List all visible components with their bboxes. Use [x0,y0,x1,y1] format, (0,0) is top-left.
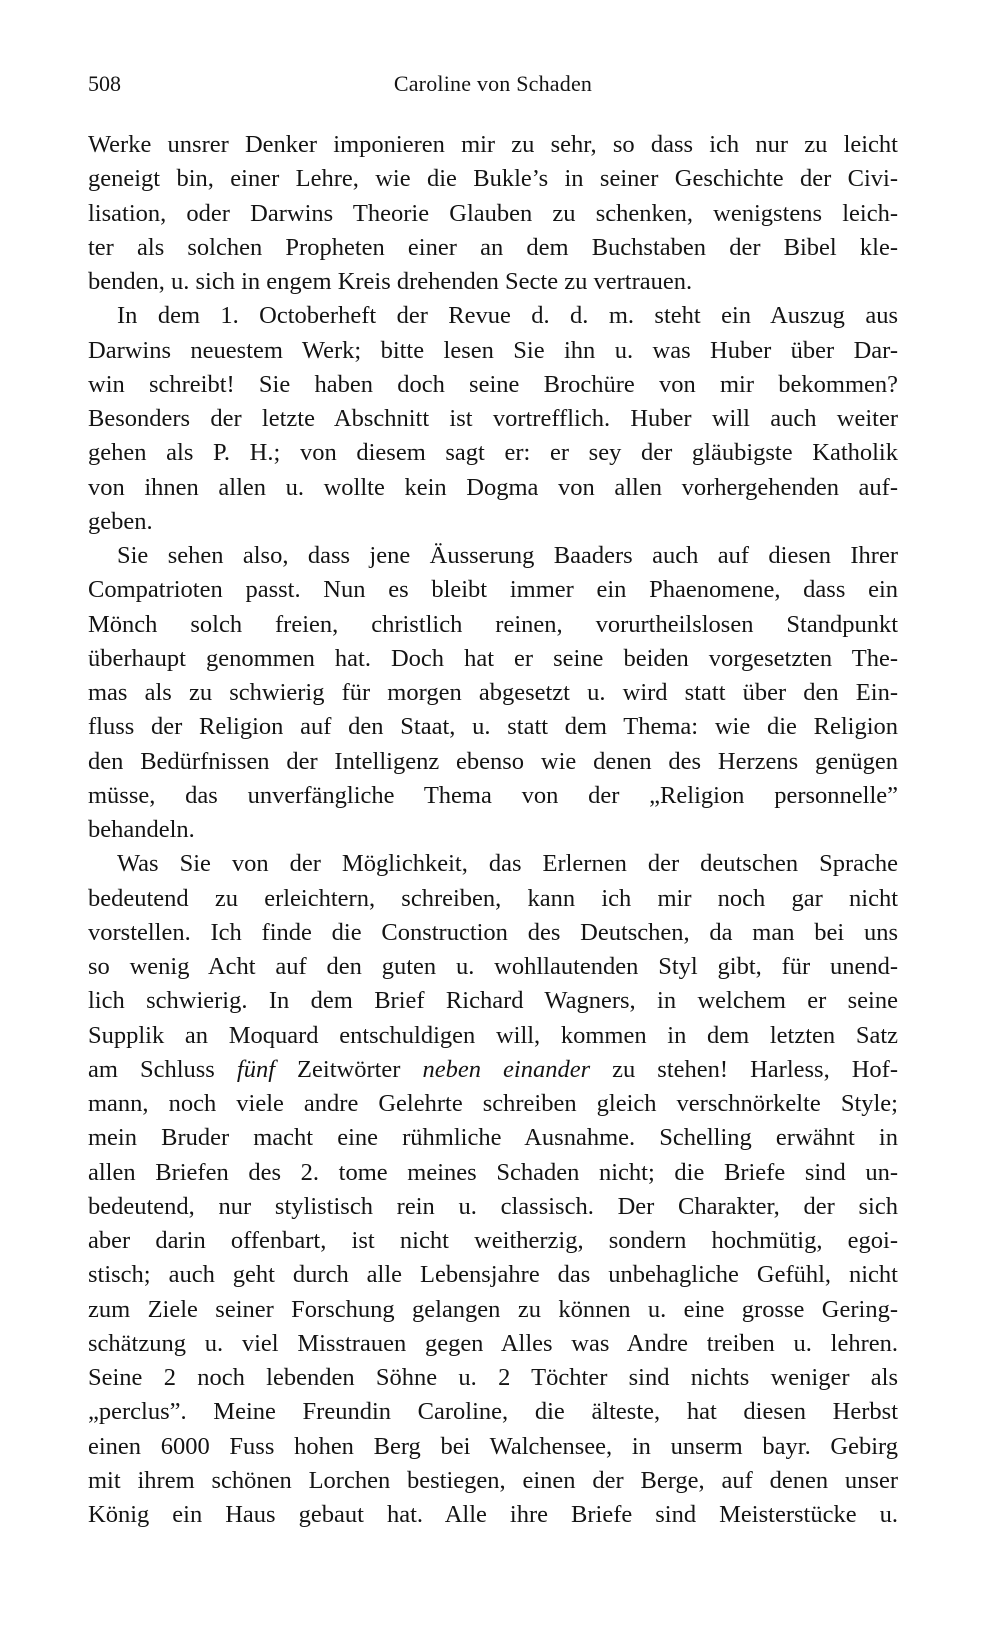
text-line: zum Ziele seiner Forschung gelangen zu können u. eine grosse Gering- [88,1295,898,1323]
paragraph-start-line: Was Sie von der Möglichkeit, das Erlernen der deutschen Sprache [117,850,898,878]
text-segment: am Schluss [88,1055,237,1083]
paragraph-start-line: In dem 1. Octoberheft der Revue d. d. m. steht ein Auszug aus [117,302,898,330]
text-line: Seine 2 noch lebenden Söhne u. 2 Töchter sind nichts weniger als [88,1364,898,1391]
text-line: stisch; auch geht durch alle Lebensjahre das unbehagliche Gefühl, nicht [88,1261,898,1289]
text-line: Compatrioten passt. Nun es bleibt immer ein Phaenomene, dass ein [88,576,898,604]
text-line: so wenig Acht auf den guten u. wohllautenden Styl gibt, für unend- [88,953,898,980]
text-line: behandeln. [88,816,195,843]
text-line: mein Bruder macht eine rühmliche Ausnahme. Schelling erwähnt in [88,1124,898,1152]
text-line: König ein Haus gebaut hat. Alle ihre Briefe sind Meisterstücke u. [88,1501,898,1528]
text-line: benden, u. sich in engem Kreis drehenden Secte zu vertrauen. [88,268,693,295]
text-line: „perclus”. Meine Freundin Caroline, die älteste, hat diesen Herbst [88,1398,898,1426]
text-line: mas als zu schwierig für morgen abgesetzt u. wird statt über den Ein- [88,679,898,706]
running-title: Caroline von Schaden [393,71,593,96]
text-line: Darwins neuestem Werk; bitte lesen Sie ihn u. was Huber über Dar- [88,336,898,364]
text-line: vorstellen. Ich finde die Construction des Deutschen, da man bei uns [88,918,898,946]
text-line: schätzung u. viel Misstrauen gegen Alles was Andre treiben u. lehren. [88,1329,898,1357]
running-head [88,66,898,102]
paragraph-start-line: Sie sehen also, dass jene Äusserung Baaders auch auf diesen Ihrer [117,542,898,569]
emphasized-phrase: neben einander [422,1055,591,1083]
text-line: von ihnen allen u. wollte kein Dogma von allen vorhergehenden auf- [88,473,898,501]
text-line: lich schwierig. In dem Brief Richard Wagners, in welchem er seine [88,987,898,1015]
text-line: müsse, das unverfängliche Thema von der „Religion personnelle” [88,781,898,809]
text-line-with-emphasis [88,1053,898,1087]
text-line: mit ihrem schönen Lorchen bestiegen, einen der Berge, auf denen unser [88,1466,898,1494]
body-text [88,128,898,1532]
text-line: einen 6000 Fuss hohen Berg bei Walchensee, in unserm bayr. Gebirg [88,1432,898,1460]
text-line: Werke unsrer Denker imponieren mir zu sehr, so dass ich nur zu leicht [88,131,898,158]
text-line: fluss der Religion auf den Staat, u. statt dem Thema: wie die Religion [88,713,898,741]
text-line: win schreibt! Sie haben doch seine Brochüre von mir bekommen? [88,370,898,398]
text-line: gehen als P. H.; von diesem sagt er: er sey der gläubigste Katholik [88,439,898,467]
text-line: allen Briefen des 2. tome meines Schaden nicht; die Briefe sind un- [88,1158,898,1186]
text-line: Supplik an Moquard entschuldigen will, kommen in dem letzten Satz [88,1021,898,1049]
text-line: geneigt bin, einer Lehre, wie die Bukle’s in seiner Geschichte der Civi- [88,165,898,193]
text-segment: Zeitwörter [275,1055,423,1083]
page-number: 508 [88,71,121,96]
text-line: ter als solchen Propheten einer an dem Buchstaben der Bibel kle- [88,233,898,261]
text-line: mann, noch viele andre Gelehrte schreiben gleich verschnörkelte Style; [88,1090,898,1117]
text-line: überhaupt genommen hat. Doch hat er seine beiden vorgesetzten The- [88,644,898,672]
text-segment: zu stehen! Harless, Hof- [590,1055,898,1083]
text-line: Besonders der letzte Abschnitt ist vortrefflich. Huber will auch weiter [88,405,898,432]
text-line: bedeutend, nur stylistisch rein u. classisch. Der Charakter, der sich [88,1192,898,1220]
text-line: bedeutend zu erleichtern, schreiben, kann ich mir noch gar nicht [88,884,898,912]
text-line: Mönch solch freien, christlich reinen, vorurtheilslosen Standpunkt [88,610,898,638]
emphasized-word: fünf [236,1055,276,1083]
text-line: den Bedürfnissen der Intelligenz ebenso wie denen des Herzens genügen [88,747,898,775]
text-line: aber darin offenbart, ist nicht weitherzig, sondern hochmütig, egoi- [88,1227,898,1254]
text-line: lisation, oder Darwins Theorie Glauben zu schenken, wenigstens leich- [88,199,898,227]
text-line: geben. [88,507,153,535]
